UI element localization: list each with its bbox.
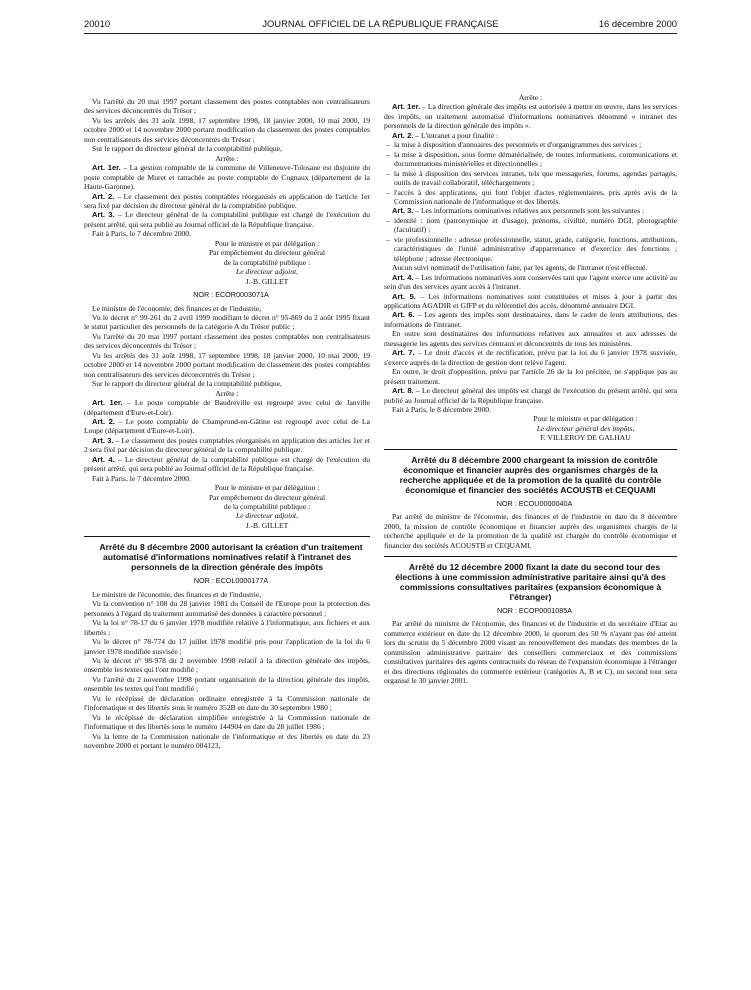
article: Art. 1er. – Le poste comptable de Baudreville est regroupé avec celui de Janville (département d'Eure-et-Loir).	[84, 398, 370, 417]
arrete-heading: Arrête :	[215, 153, 239, 163]
issue-date: 16 décembre 2000	[598, 18, 677, 29]
article: Art. 2. – L'intranet a pour finalité :	[392, 130, 499, 140]
text-paragraph: Vu le décret n° 99-261 du 2 avril 1999 modifiant le décret n° 95-869 du 2 août 1995 fixant le statut particulier des personnels de la catégorie A du Trésor public ;	[84, 312, 370, 332]
text-paragraph: Le ministre de l'économie, des finances et de l'industrie,	[92, 303, 262, 313]
article: Art. 2. – Le poste comptable de Champrond-en-Gâtine est regroupé avec celui de La Loupe (département d'Eure-et-Loir).	[84, 416, 370, 436]
page-header	[84, 18, 677, 32]
text-paragraph: Vu l'arrêté du 20 mai 1997 portant classement des postes comptables non centralisateurs des services déconcentrés du Trésor ;	[84, 331, 370, 351]
fait-line: Fait à Paris, le 7 décembre 2000.	[92, 473, 191, 483]
article: Art. 4. – Les informations nominatives sont conservées tant que l'agent exerce une activité au sein d'un des services ayant accès à l'intranet.	[384, 272, 677, 292]
right-column	[384, 93, 677, 686]
page-number: 20010	[84, 18, 111, 29]
article: Art. 4. – Le directeur général de la comptabilité publique est chargé de l'exécution du présent arrêté, qui sera publié au Journal officiel de la République française.	[84, 454, 370, 474]
information-list	[384, 216, 677, 263]
text-paragraph: En outre sont destinataires des informations relatives aux annuaires et aux adresses de messagerie les agents des services centraux et déconcentrés de tous les ministères.	[384, 329, 677, 348]
text-paragraph: Le ministre de l'économie, des finances et de l'industrie,	[92, 589, 262, 599]
arrete-heading: Arrête :	[215, 388, 239, 398]
text-paragraph: Vu l'arrêté du 20 mai 1997 portant classement des postes comptables non centralisateurs des services déconcentrés du Trésor ;	[84, 97, 370, 116]
text-paragraph: Vu les arrêtés des 31 août 1998, 17 septembre 1998, 18 janvier 2000, 10 mai 2000, 19 octobre 2000 et 14 novembre 2000 portant modification du classement des postes comptables non centralisateurs des services déconcentrés du Trésor ;	[84, 350, 370, 379]
article: Art. 7. – Le droit d'accès et de rectification, prévu par la loi du 6 janvier 1978 susvisée, s'exerce auprès de la direction de gestion dont relève l'agent.	[384, 348, 677, 367]
text-paragraph: Sur le rapport du directeur général de la comptabilité publique,	[92, 379, 282, 389]
article: Art. 3. – Le directeur général de la comptabilité publique est chargé de l'exécution du présent arrêté, qui sera publié au Journal officiel de la République française.	[84, 210, 370, 229]
text-paragraph: Vu le décret n° 78-774 du 17 juillet 1978 modifié pris pour l'application de la loi du 6 janvier 1978 modifiée susvisée ;	[84, 637, 370, 656]
text-paragraph: Sur le rapport du directeur général de la comptabilité publique,	[92, 144, 282, 154]
nor-reference: NOR : ECOP0001085A	[496, 606, 573, 616]
list-item: – la mise à disposition des services intranet, tels que messageries, forums, agendas partagés, outils de travail collaboratif, téléchargements ;	[394, 169, 677, 188]
arrete-heading: Arrête :	[518, 93, 543, 102]
signature-block: Pour le ministre et par délégation : Le directeur général des impôts, F. VILLEROY DE GALHAU	[533, 414, 638, 443]
nor-reference: NOR : ECOR0003071A	[193, 290, 269, 300]
text-paragraph: En outre, le droit d'opposition, prévu par l'article 26 de la loi précitée, ne s'applique pas au présent traitement.	[384, 367, 677, 386]
article: Art. 5. – Les informations nominatives sont constituées et mises à jour à partir des applications AGADIR et GIFP et du référentiel des accès, dénommé annuaire DGI.	[384, 291, 677, 310]
text-paragraph: Vu le décret n° 98-978 du 2 novembre 1998 relatif à la direction générale des impôts, ensemble les textes qui l'ont modifié ;	[84, 656, 370, 675]
left-column	[84, 97, 370, 751]
journal-title: JOURNAL OFFICIEL DE LA RÉPUBLIQUE FRANÇAISE	[262, 18, 499, 29]
article: Art. 1er. – La gestion comptable de la commune de Villeneuve-Tolosane est disjointe du poste comptable de Muret et rattachée au poste comptable de Cugnaux (département de la Haute-Garonne).	[84, 163, 370, 192]
signature-block: Pour le ministre et par délégation : Par empêchement du directeur général de la comptabilité publique : Le directeur adjoint, J.-B. GILLET	[208, 238, 326, 286]
article: Art. 3. – Les informations nominatives relatives aux personnels sont les suivantes :	[392, 206, 645, 216]
fait-line: Fait à Paris, le 8 décembre 2000.	[392, 404, 491, 414]
header-rule	[84, 33, 677, 34]
arrete-title: Arrêté du 12 décembre 2000 fixant la date du second tour des élections à une commission administrative paritaire ainsi qu'à des commissions consultatives paritaires (expansion économique à l'étranger)	[395, 562, 666, 603]
arrete-title: Arrêté du 8 décembre 2000 chargeant la mission de contrôle économique et financier auprès des organismes chargés de la recherche appliquée et de la promotion de la qualité du contrôle économique et financier des sociétés ACOUSTB et CEQUAMI	[399, 454, 662, 495]
text-paragraph: Vu l'arrêté du 2 novembre 1998 portant organisation de la direction générale des impôts, ensemble les textes qui l'ont modifié ;	[84, 674, 370, 694]
text-paragraph: Aucun suivi nominatif de l'utilisation faite, par les agents, de l'intranet n'est effectué.	[392, 263, 648, 273]
text-paragraph: Vu la convention n° 108 du 28 janvier 1981 du Conseil de l'Europe pour la protection des personnes à l'égard du traitement automatisé des données à caractère personnel ;	[84, 599, 370, 618]
list-item: – vie professionnelle : adresse professionnelle, statut, grade, catégorie, fonctions, attributions, caractéristiques de l'unité administrative d'appartenance et d'exercice des fonctions ; téléphone ; adresse électronique.	[394, 235, 677, 263]
arrete-title: Arrêté du 8 décembre 2000 autorisant la création d'un traitement automatisé d'informations nominatives relatif à l'intranet des personnels de la direction générale des impôts	[99, 542, 363, 573]
text-paragraph: Vu la lettre de la Commission nationale de l'informatique et des libertés en date du 23 novembre 2000 et portant le numéro 004123,	[84, 731, 370, 751]
nor-reference: NOR : ECOL0000177A	[193, 576, 269, 586]
fait-line: Fait à Paris, le 7 décembre 2000.	[92, 229, 191, 239]
text-paragraph: Vu la loi n° 78-17 du 6 janvier 1978 modifiée relative à l'informatique, aux fichiers et aux libertés ;	[84, 618, 370, 637]
finalite-list	[384, 140, 677, 206]
list-item: – identité : nom (patronymique et d'usage), prénoms, civilité, numéro DGI, photographie (facultatif) ;	[394, 216, 677, 235]
text-paragraph: Par arrêté du ministre de l'économie, des finances et de l'industrie en date du 8 décembre 2000, la mission de contrôle économique et financier auprès des organismes chargés de la recherche appliquée et de la promotion de la qualité est chargée du contrôle économique et financier des sociétés ACOUSTB et CEQUAMI.	[384, 512, 677, 550]
article: Art. 3. – Le classement des postes comptables réorganisés en application des articles 1er et 2 sera fixé par décision du directeur général de la comptabilité publique.	[84, 435, 371, 455]
article: Art. 6. – Les agents des impôts sont destinataires, dans le cadre de leurs attributions, des informations de l'intranet.	[384, 310, 677, 329]
text-paragraph: Vu le récépissé de déclaration simplifiée enregistrée à la Commission nationale de l'informatique et des libertés sous le numéro 144904 en date du 28 juillet 1986 ;	[84, 712, 370, 732]
list-item: – l'accès à des applications, qui font l'objet d'actes réglementaires, pris après avis de la Commission nationale de l'informatique et des libertés.	[394, 188, 677, 207]
text-paragraph: Vu le récépissé de déclaration ordinaire enregistrée à la Commission nationale de l'informatique et des libertés sous le numéro 352B en date du 30 septembre 1980 ;	[84, 693, 370, 713]
list-item: – la mise à disposition, sous forme dématérialisée, de toutes informations, communications et documentations ministérielles et directionnelles ;	[394, 150, 677, 169]
signature-block: Pour le ministre et par délégation : Par empêchement du directeur général de la comptabilité publique : Le directeur adjoint, J.-B. GILLET	[208, 483, 326, 530]
nor-reference: NOR : ECOU0000040A	[496, 498, 573, 508]
list-item: – la mise à disposition d'annuaires des personnels et d'organigrammes des services ;	[394, 140, 677, 149]
text-paragraph: Par arrêté du ministre de l'économie, des finances et de l'industrie et du secrétaire d'Etat au commerce extérieur en date du 12 décembre 2000, le quorum des 50 % n'ayant pas été atteint lors du scrutin du 5 décembre 2000 visant au renouvellement des mandats des membres de la commission administrative paritaire des conseillers commerciaux et des commissions consultatives paritaires des agents contractuels du réseau de l'expansion économique à l'étranger et des directions régionales du commerce extérieur (catégories A, B et C), un second tour sera organisé le 30 janvier 2001.	[384, 619, 677, 686]
article: Art. 1er. – La direction générale des impôts est autorisée à mettre en œuvre, dans les services des impôts, un traitement automatisé d'informations nominatives dénommé « intranet des personnels de la direction générale des impôts ».	[384, 102, 677, 131]
article: Art. 2. – Le classement des postes comptables réorganisés en application de l'article 1er sera fixé par décision du directeur général de la comptabilité publique.	[84, 191, 371, 210]
text-paragraph: Vu les arrêtés des 31 août 1998, 17 septembre 1998, 18 janvier 2000, 10 mai 2000, 19 octobre 2000 et 14 novembre 2000 portant modification du classement des postes comptables non centralisateurs des services déconcentrés du Trésor ;	[84, 115, 370, 144]
article: Art. 8. – Le directeur général des impôts est chargé de l'exécution du présent arrêté, qui sera publié au Journal officiel de la République française.	[384, 386, 677, 405]
